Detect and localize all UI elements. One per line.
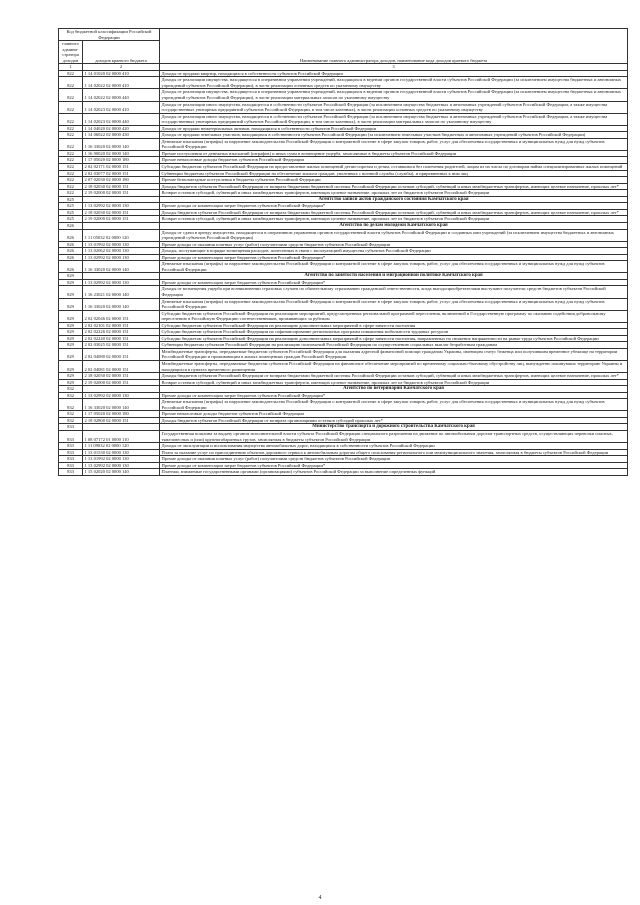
admin-code-cell: 833 [59, 449, 83, 456]
admin-code-cell: 829 [59, 286, 83, 298]
revenue-code-cell: 2 02 02226 02 0000 151 [83, 329, 160, 336]
admin-code-cell: 822 [59, 157, 83, 164]
revenue-code-cell: 1 15 02020 02 0000 140 [83, 469, 160, 476]
admin-code-cell: 826 [59, 254, 83, 261]
revenue-code-cell: 2 19 02000 02 0000 151 [83, 190, 160, 197]
revenue-name-cell: Прочие доходы от оказания платных услуг (работ) получателями средств бюджетов субъектов Российской Федерации [160, 241, 628, 248]
revenue-code-cell: 1 16 33020 02 0000 140 [83, 138, 160, 150]
revenue-name-cell: Денежные взыскания (штрафы) за нарушение законодательства Российской Федерации о контрактной системе в сфере закупок товаров, работ, услуг для обеспечения государственных и муниципальных нужд для нужд субъектов Российской Федерации [160, 298, 628, 310]
revenue-code-cell: 1 17 05020 02 0000 180 [83, 157, 160, 164]
admin-code-cell: 829 [59, 360, 83, 372]
revenue-name-cell: Прочие доходы от компенсации затрат бюджетов субъектов Российской Федерации* [160, 203, 628, 210]
admin-code-cell: 829 [59, 379, 83, 386]
admin-code-cell: 822 [59, 89, 83, 101]
revenue-code-cell: 1 11 09032 02 0000 120 [83, 443, 160, 450]
revenue-codes-table [58, 28, 628, 476]
admin-code-cell: 833 [59, 469, 83, 476]
revenue-name-cell: Прочие доходы от компенсации затрат бюджетов субъектов Российской Федерации* [160, 254, 628, 261]
agency-name-cell: Агентство по занятости населения и миграционной политике Камчатского края [160, 273, 628, 280]
admin-code-cell: 826 [59, 241, 83, 248]
revenue-code-cell: 1 13 02062 02 0000 130 [83, 248, 160, 255]
revenue-code-cell: 1 14 02023 02 0000 440 [83, 113, 160, 125]
revenue-code-cell: 2 18 02030 02 0000 151 [83, 373, 160, 380]
admin-code-cell: 826 [59, 229, 83, 241]
revenue-name-cell: Прочие безвозмездные поступления в бюджеты субъектов Российской Федерации [160, 177, 628, 184]
admin-code-cell: 829 [59, 322, 83, 329]
revenue-name-cell: Денежные взыскания (штрафы) за нарушение законодательства Российской Федерации о контрактной системе в сфере закупок товаров, работ, услуг для обеспечения государственных и муниципальных нужд для нужд субъектов Российской Федерации [160, 261, 628, 273]
admin-code-cell: 822 [59, 190, 83, 197]
admin-code-cell: 822 [59, 132, 83, 139]
revenue-name-cell: Государственная пошлина за выдачу органом исполнительной власти субъекта Российской Федерации специального разрешения на движение по автомобильным дорогам транспортных средств, осуществляющих перевозки опасных, тяжеловесных и (или) крупногабаритных грузов, зачисляемая в бюджеты субъектов Российской Федерации [160, 431, 628, 443]
admin-code-cell: 825 [59, 216, 83, 223]
revenue-name-cell: Субсидии бюджетам субъектов Российской Федерации на реализацию дополнительных мероприятий в сфере занятости населения, направленных на снижение напряженности на рынке труда субъектов Российской Федерации [160, 335, 628, 342]
revenue-name-cell: Субвенции бюджетам субъектов Российской Федерации на реализацию полномочий Российской Федерации по осуществлению социальных выплат безработным гражданам [160, 342, 628, 349]
admin-code-cell: 822 [59, 101, 83, 113]
revenue-name-cell: Прочие доходы от компенсации затрат бюджетов субъектов Российской Федерации* [160, 279, 628, 286]
table-row [59, 113, 628, 125]
revenue-name-cell: Прочие доходы от компенсации затрат бюджетов субъектов Российской Федерации* [160, 392, 628, 399]
table-row [59, 261, 628, 273]
revenue-name-cell: Плата за оказание услуг по присоединению объектов дорожного сервиса к автомобильным дорогам общего пользования регионального или межмуниципального значения, зачисляемая в бюджеты субъектов Российской Федерации [160, 449, 628, 456]
revenue-name-cell: Доходы от реализации имущества, находящегося в оперативном управлении учреждений, находящихся в ведении органов государственной власти субъектов Российской Федерации (за исключением имущества бюджетных и автономных учреждений субъектов Российской Федерации), в части реализации материальных запасов по указанному имуществу [160, 89, 628, 101]
table-row [59, 431, 628, 443]
revenue-name-cell: Доходы от сдачи в аренду имущества, находящегося в оперативном управлении органов государственной власти субъектов Российской Федерации и созданных ими учреждений (за исключением имущества бюджетных и автономных учреждений субъектов Российской Федерации) [160, 229, 628, 241]
revenue-code-cell: 1 16 90020 02 0000 140 [83, 150, 160, 157]
revenue-code-cell: 1 16 33020 02 0000 140 [83, 298, 160, 310]
admin-code-cell: 822 [59, 183, 83, 190]
revenue-name-cell: Возврат остатков субсидий, субвенций и иных межбюджетных трансфертов, имеющих целевое назначение, прошлых лет из бюджетов субъектов Российской Федерации [160, 216, 628, 223]
admin-code-cell: 826 [59, 248, 83, 255]
revenue-name-cell: Субсидии бюджетам субъектов Российской Федерации на реализацию дополнительных мероприятий в сфере занятости населения [160, 322, 628, 329]
revenue-name-cell: Доходы от продажи нематериальных активов, находящихся в собственности субъектов Российской Федерации [160, 125, 628, 132]
revenue-code-cell: 1 14 06022 02 0000 430 [83, 132, 160, 139]
revenue-name-cell: Прочие доходы от оказания платных услуг (работ) получателями средств бюджетов субъектов Российской Федерации [160, 456, 628, 463]
admin-code-cell: 822 [59, 70, 83, 77]
revenue-code-cell: 1 16 33020 02 0000 140 [83, 261, 160, 273]
revenue-name-cell: Межбюджетные трансферты, передаваемые бюджетам субъектов Российской Федерации для оказания адресной финансовой помощи гражданам Украины, имеющим статус беженца или получившим временное убежище на территории Российской Федерации и проживающим в жилых помещениях граждан Российской Федерации [160, 348, 628, 360]
revenue-code-cell: 1 13 02992 02 0000 130 [83, 254, 160, 261]
table-row [59, 298, 628, 310]
revenue-name-cell: Доходы бюджетов субъектов Российской Федерации от возврата бюджетами бюджетной системы Российской Федерации остатков субсидий, субвенций и иных межбюджетных трансфертов, имеющих целевое назначение, прошлых лет* [160, 209, 628, 216]
revenue-code-cell: 1 13 01992 02 0000 130 [83, 456, 160, 463]
revenue-name-cell: Доходы бюджетов субъектов Российской Федерации от возврата бюджетами бюджетной системы Российской Федерации остатков субсидий, субвенций и иных межбюджетных трансфертов, имеющих целевое назначение, прошлых лет* [160, 373, 628, 380]
revenue-code-cell: 1 13 01530 02 0000 130 [83, 449, 160, 456]
revenue-code-cell: 2 02 02101 02 0000 151 [83, 322, 160, 329]
admin-code-cell: 833 [59, 424, 83, 431]
admin-code-cell: 832 [59, 417, 83, 424]
revenue-name-cell: Доходы от эксплуатации и использования имущества автомобильных дорог, находящихся в собственности субъектов Российской Федерации [160, 443, 628, 450]
revenue-code-cell: 1 11 05032 02 0000 120 [83, 229, 160, 241]
admin-code-cell: 832 [59, 411, 83, 418]
revenue-name-cell: Прочие неналоговые доходы бюджетов субъектов Российской Федерации [160, 411, 628, 418]
admin-code-cell: 822 [59, 150, 83, 157]
table-row [59, 469, 628, 476]
admin-code-cell: 822 [59, 177, 83, 184]
admin-code-cell: 825 [59, 203, 83, 210]
revenue-name-cell: Доходы, поступающие в порядке возмещения расходов, понесенных в связи с эксплуатацией имущества субъектов Российской Федерации [160, 248, 628, 255]
agency-name-cell: Министерство транспорта и дорожного строительства Камчатского края [160, 424, 628, 431]
revenue-code-cell: 1 16 23021 02 0000 140 [83, 286, 160, 298]
table-row [59, 348, 628, 360]
admin-code-cell: 829 [59, 298, 83, 310]
column-index: 3 [160, 64, 628, 71]
revenue-name-cell: Доходы от реализации иного имущества, находящегося в собственности субъектов Российской Федерации (за исключением имущества бюджетных и автономных учреждений субъектов Российской Федерации, а также имущества государственных унитарных предприятий субъектов Российской Федерации, в том числе казенных), в части реализации материальных запасов по указанному имуществу [160, 113, 628, 125]
revenue-name-cell: Возврат остатков субсидий, субвенций и иных межбюджетных трансфертов, имеющих целевое назначение, прошлых лет из бюджетов субъектов Российской Федерации [160, 190, 628, 197]
admin-code-cell: 826 [59, 222, 83, 229]
admin-code-cell: 826 [59, 261, 83, 273]
revenue-name-cell: Доходы от возмещения ущерба при возникновении страховых случаев по обязательному страхованию гражданской ответственности, когда выгодоприобретателями выступают получатели средств бюджетов субъектов Российской Федерации [160, 286, 628, 298]
column-index: 1 [59, 64, 83, 71]
revenue-name-cell: Денежные взыскания (штрафы) за нарушение законодательства Российской Федерации о контрактной системе в сфере закупок товаров, работ, услуг для обеспечения государственных и муниципальных нужд для нужд субъектов Российской Федерации [160, 138, 628, 150]
revenue-code-cell: 2 02 04080 02 0000 151 [83, 348, 160, 360]
table-row [59, 310, 628, 322]
revenue-code-cell: 1 17 05020 02 0000 180 [83, 411, 160, 418]
revenue-code-cell: 1 13 01992 02 0000 130 [83, 241, 160, 248]
revenue-code-cell: 1 14 02022 02 0000 440 [83, 89, 160, 101]
table-row [59, 360, 628, 372]
table-row [59, 89, 628, 101]
agency-name-cell: Агентство по делам молодежи Камчатского края [160, 222, 628, 229]
name-column-header: Наименование главного администратора доходов, наименование кода доходов краевого бюджета [160, 29, 628, 64]
revenue-code-cell: 1 14 02022 02 0000 410 [83, 77, 160, 89]
table-row [59, 229, 628, 241]
table-row [59, 138, 628, 150]
agency-name-cell: Агентство записи актов гражданского состояния Камчатского края [160, 196, 628, 203]
revenue-code-cell: 2 18 02030 02 0000 151 [83, 209, 160, 216]
revenue-name-cell: Прочие неналоговые доходы бюджетов субъектов Российской Федерации [160, 157, 628, 164]
admin-code-cell: 825 [59, 209, 83, 216]
revenue-code-cell: 2 19 02000 02 0000 151 [83, 379, 160, 386]
admin-code-cell: 833 [59, 431, 83, 443]
revenue-code-cell: 1 13 02992 02 0000 130 [83, 279, 160, 286]
revenue-code-cell: 1 13 02992 02 0000 130 [83, 462, 160, 469]
revenue-code-cell: 1 13 02992 02 0000 130 [83, 392, 160, 399]
revenue-name-cell: Возврат остатков субсидий, субвенций и иных межбюджетных трансфертов, имеющих целевое назначение, прошлых лет из бюджетов субъектов Российской Федерации [160, 379, 628, 386]
revenue-name-cell: Доходы бюджетов субъектов Российской Федерации от возврата организациями остатков субсидий прошлых лет* [160, 417, 628, 424]
revenue-code-cell: 1 08 07172 01 0000 110 [83, 431, 160, 443]
revenue-name-cell: Доходы от реализации имущества, находящегося в оперативном управлении учреждений, находящихся в ведении органов государственной власти субъектов Российской Федерации (за исключением имущества бюджетных и автономных учреждений субъектов Российской Федерации), в части реализации основных средств по указанному имуществу [160, 77, 628, 89]
agency-name-cell: Агентство по ветеринарии Камчатского края [160, 386, 628, 393]
revenue-name-cell: Доходы бюджетов субъектов Российской Федерации от возврата бюджетами бюджетной системы Российской Федерации остатков субсидий, субвенций и иных межбюджетных трансфертов, имеющих целевое назначение, прошлых лет* [160, 183, 628, 190]
revenue-name-cell: Прочие поступления от денежных взысканий (штрафов) и иных сумм в возмещение ущерба, зачисляемые в бюджеты субъектов Российской Федерации [160, 150, 628, 157]
revenue-code-cell: 2 18 02800 02 0000 151 [83, 417, 160, 424]
admin-code-cell: 829 [59, 329, 83, 336]
admin-code-cell: 832 [59, 399, 83, 411]
admin-code-cell: 829 [59, 342, 83, 349]
revenue-name-cell: Прочие доходы от компенсации затрат бюджетов субъектов Российской Федерации* [160, 462, 628, 469]
admin-code-cell: 829 [59, 310, 83, 322]
admin-code-cell: 822 [59, 138, 83, 150]
admin-code-cell: 833 [59, 456, 83, 463]
revenue-code-cell: 2 02 03025 02 0000 151 [83, 342, 160, 349]
admin-code-cell: 829 [59, 335, 83, 342]
revenue-name-cell: Субсидии бюджетам субъектов Российской Федерации на софинансирование региональных программ повышения мобильности трудовых ресурсов [160, 329, 628, 336]
revenue-code-cell: 1 13 02992 02 0000 130 [83, 203, 160, 210]
column-index: 2 [83, 64, 160, 71]
revenue-name-cell: Доходы от продажи земельных участков, находящихся в собственности субъектов Российской Федерации (за исключением земельных участков бюджетных и автономных учреждений субъектов Российской Федерации) [160, 132, 628, 139]
revenue-code-cell: 2 02 02046 02 0000 151 [83, 310, 160, 322]
revenue-name-cell: Субвенции бюджетам субъектов Российской Федерации на обеспечение жильем граждан, уволенных с военной службы (службы), и приравненных к ним лиц [160, 170, 628, 177]
revenue-column-header: доходов краевого бюджета [83, 41, 160, 64]
classification-code-header: Код бюджетной классификации Российской Федерации [59, 29, 160, 41]
revenue-name-cell: Доходы от продажи квартир, находящихся в собственности субъектов Российской Федерации [160, 70, 628, 77]
revenue-name-cell: Субсидии бюджетам субъектов Российской Федерации на предоставление жилых помещений детям-сиротам и детям, оставшимся без попечения родителей, лицам из их числа по договорам найма специализированных жилых помещений [160, 164, 628, 171]
revenue-code-cell: 2 19 02000 02 0000 151 [83, 216, 160, 223]
revenue-code-cell: 2 02 02240 02 0000 151 [83, 335, 160, 342]
revenue-name-cell: Платежи, взимаемые государственными органами (организациями) субъектов Российской Федерации за выполнение определенных функций [160, 469, 628, 476]
admin-column-header: главного админи-стратора доходов [59, 41, 83, 64]
table-row [59, 286, 628, 298]
admin-code-cell: 822 [59, 125, 83, 132]
revenue-code-cell: 1 16 33020 02 0000 140 [83, 399, 160, 411]
admin-code-cell: 822 [59, 170, 83, 177]
revenue-code-cell: 2 02 02171 02 0000 151 [83, 164, 160, 171]
table-header-row-1 [59, 29, 628, 41]
revenue-code-cell: 1 14 01020 02 0000 410 [83, 70, 160, 77]
admin-code-cell: 832 [59, 386, 83, 393]
admin-code-cell: 832 [59, 392, 83, 399]
table-row [59, 77, 628, 89]
revenue-code-cell: 2 02 03077 02 0000 151 [83, 170, 160, 177]
admin-code-cell: 833 [59, 443, 83, 450]
admin-code-cell: 822 [59, 113, 83, 125]
admin-code-cell: 833 [59, 462, 83, 469]
revenue-name-cell: Денежные взыскания (штрафы) за нарушение законодательства Российской Федерации о контрактной системе в сфере закупок товаров, работ, услуг для обеспечения государственных и муниципальных нужд для нужд субъектов Российской Федерации [160, 399, 628, 411]
revenue-code-cell: 1 14 02023 02 0000 410 [83, 101, 160, 113]
table-row [59, 399, 628, 411]
admin-code-cell: 822 [59, 164, 83, 171]
table-row [59, 101, 628, 113]
admin-code-cell: 825 [59, 196, 83, 203]
admin-code-cell: 829 [59, 348, 83, 360]
admin-code-cell: 822 [59, 77, 83, 89]
admin-code-cell: 829 [59, 273, 83, 280]
revenue-code-cell: 2 18 02030 02 0000 151 [83, 183, 160, 190]
admin-code-cell: 829 [59, 279, 83, 286]
revenue-code-cell: 1 14 04020 02 0000 420 [83, 125, 160, 132]
page-number: 4 [318, 895, 322, 901]
revenue-name-cell: Доходы от реализации иного имущества, находящегося в собственности субъектов Российской Федерации (за исключением имущества бюджетных и автономных учреждений субъектов Российской Федерации, а также имущества государственных унитарных предприятий субъектов Российской Федерации, в том числе казенных), в части реализации основных средств по указанному имуществу [160, 101, 628, 113]
revenue-code-cell: 2 07 02030 02 0000 180 [83, 177, 160, 184]
revenue-name-cell: Субсидии бюджетам субъектов Российской Федерации на реализацию мероприятий, предусмотренных региональной программой переселения, включенной в Государственную программу по оказанию содействия добровольному переселению в Российскую Федерацию соотечественников, проживающих за рубежом [160, 310, 628, 322]
admin-code-cell: 829 [59, 373, 83, 380]
revenue-name-cell: Межбюджетные трансферты, передаваемые бюджетам субъектов Российской Федерации на финансовое обеспечение мероприятий по временному социально-бытовому обустройству лиц, вынужденно покинувших территорию Украины и находящихся в пунктах временного размещения [160, 360, 628, 372]
revenue-code-cell: 2 02 04081 02 0000 151 [83, 360, 160, 372]
